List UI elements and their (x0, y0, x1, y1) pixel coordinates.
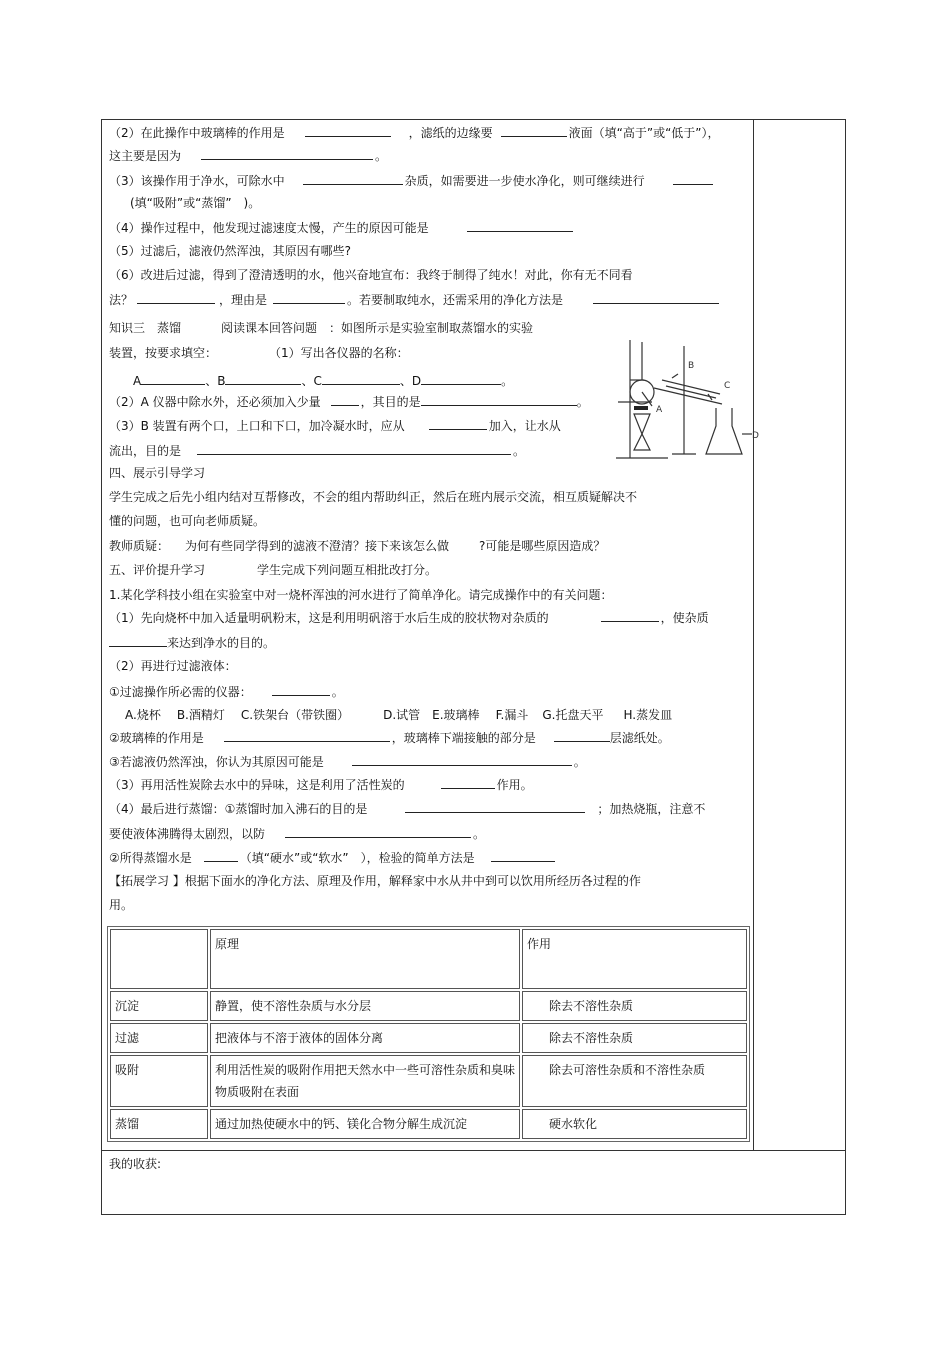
purification-methods-table (107, 926, 750, 1142)
table-header-effect: 作用 (522, 929, 747, 989)
k3-instrument-names: A 、B 、C 、D 。 (133, 374, 514, 388)
distillation-apparatus-figure (612, 330, 762, 462)
extension-line2: 用。 (109, 898, 134, 912)
table-cell-effect: 硬水软化 (522, 1109, 747, 1139)
q3-line2: (填“吸附”或“蒸馏” )。 (130, 196, 261, 210)
instrument-options: A.烧杯 B.酒精灯 C.铁架台（带铁圈） D.试管 E.玻璃棒 F.漏斗 G.托盘天平 H.蒸发皿 (125, 708, 673, 722)
table-header-method (110, 929, 208, 989)
q5: （5）过滤后，滤液仍然浑浊，其原因有哪些? (109, 244, 352, 258)
table-header-principle: 原理 (210, 929, 520, 989)
table-cell-effect: 除去不溶性杂质 (522, 991, 747, 1021)
exercise1-stem: 1.某化学科技小组在实验室中对一烧杯浑浊的河水进行了简单净化。请完成操作中的有关问题： (109, 588, 613, 602)
table-cell-principle: 利用活性炭的吸附作用把天然水中一些可溶性杂质和臭味物质吸附在表面 (210, 1055, 520, 1107)
table-row (110, 991, 747, 1021)
table-cell-method: 蒸馏 (110, 1109, 208, 1139)
k3-q2: （2）A 仪器中除水外，还必须加入少量 ，其目的是 。 (109, 395, 589, 409)
margin-column-divider (753, 119, 754, 1150)
exercise1-q2-1: ①过滤操作所必需的仪器： 。 (109, 685, 344, 699)
exercise1-q4-line2: 要使液体沸腾得太剧烈，以防 。 (109, 827, 486, 841)
q6-line1: （6）改进后过滤，得到了澄清透明的水，他兴奋地宣布：我终于制得了纯水！对此，你有无不同看 (109, 268, 633, 282)
exercise1-q2-2: ②玻璃棒的作用是 ，玻璃棒下端接触的部分是 层滤纸处。 (109, 731, 670, 745)
table-row (110, 1023, 747, 1053)
exercise1-q3: （3）再用活性炭除去水中的异味，这是利用了活性炭的 作用。 (109, 778, 533, 792)
teacher-question: 教师质疑： 为何有些同学得到的滤液不澄清？接下来该怎么做 ?可能是哪些原因造成？ (109, 539, 606, 553)
section4-heading: 四、展示引导学习 (109, 466, 206, 480)
table-header-row (110, 929, 747, 989)
table-row (110, 1109, 747, 1139)
fig-label-c: C (724, 381, 731, 391)
table-cell-effect: 除去不溶性杂质 (522, 1023, 747, 1053)
exercise1-q4-line1: （4）最后进行蒸馏：①蒸馏时加入沸石的目的是 ；加热烧瓶，注意不 (109, 802, 706, 816)
my-harvest-label: 我的收获: (109, 1157, 162, 1171)
q3-line1: （3）该操作用于净水，可除水中 杂质，如需要进一步使水净化，则可继续进行 (109, 172, 713, 189)
exercise1-q1-line2: 来达到净水的目的。 (109, 634, 275, 651)
k3-q3-line1: （3）B 装置有两个口，上口和下口，加冷凝水时，应从 加入，让水从 (109, 419, 561, 433)
exercise1-q1-line1: （1）先向烧杯中加入适量明矾粉末，这是利用明矾溶于水后生成的胶状物对杂质的 ，使杂质 (109, 611, 709, 625)
section5-heading: 五、评价提升学习 学生完成下列问题互相批改打分。 (109, 563, 438, 577)
table-cell-principle: 静置，使不溶性杂质与水分层 (210, 991, 520, 1021)
q2-line2: 这主要是因为 。 (109, 149, 388, 163)
table-row (110, 1055, 747, 1107)
fig-label-a: A (656, 405, 663, 415)
table-cell-principle: 把液体与不溶于液体的固体分离 (210, 1023, 520, 1053)
fig-label-b: B (688, 361, 695, 371)
table-cell-method: 沉淀 (110, 991, 208, 1021)
k3-line2: 装置，按要求填空： （1）写出各仪器的名称： (109, 346, 409, 360)
table-cell-method: 过滤 (110, 1023, 208, 1053)
table-cell-effect: 除去可溶性杂质和不溶性杂质 (522, 1055, 747, 1107)
harvest-divider (101, 1150, 846, 1151)
k3-q3-line2: 流出，目的是 。 (109, 444, 526, 458)
k3-line1: 知识三 蒸馏 阅读课本回答问题 ：如图所示是实验室制取蒸馏水的实验 (109, 321, 534, 335)
extension-line1: 【拓展学习 】根据下面水的净化方法、原理及作用，解释家中水从井中到可以饮用所经历各过程的作 (109, 874, 641, 888)
fig-label-d: D (752, 431, 759, 441)
q4: （4）操作过程中，他发现过滤速度太慢，产生的原因可能是 (109, 219, 573, 236)
exercise1-q4-line3: ②所得蒸馏水是 （填“硬水”或“软水” ），检验的简单方法是 (109, 849, 555, 866)
section4-para2: 懂的问题，也可向老师质疑。 (109, 514, 266, 528)
exercise1-q2-3: ③若滤液仍然浑浊，你认为其原因可能是 。 (109, 755, 586, 769)
exercise1-q2: （2）再进行过滤液体： (109, 659, 237, 673)
table-cell-method: 吸附 (110, 1055, 208, 1107)
q6-line2: 法？ ，理由是 。若要制取纯水，还需采用的净化方法是 (109, 291, 719, 308)
q2-line1: （2）在此操作中玻璃棒的作用是 ，滤纸的边缘要 液面（填“高于”或“低于”）， (109, 126, 720, 140)
section4-para1: 学生完成之后先小组内结对互帮修改，不会的组内帮助纠正，然后在班内展示交流，相互质疑解决不 (109, 490, 638, 504)
table-cell-principle: 通过加热使硬水中的钙、镁化合物分解生成沉淀 (210, 1109, 520, 1139)
